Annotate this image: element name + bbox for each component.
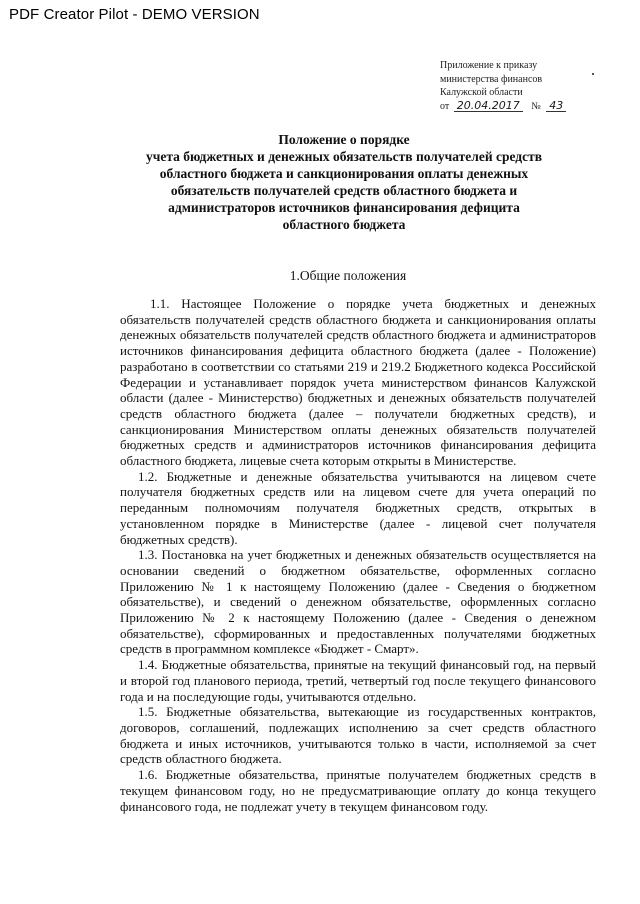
scan-speck [592,73,594,75]
paragraph-1-6: 1.6. Бюджетные обязательства, принятые получателем бюджетных средств в текущем финансовом году, но не предусматривающие оплату до конца текущего финансового года, не подлежат учету в текущем финансовом году. [120,767,596,814]
approval-date-row [440,100,566,114]
paragraph-1-4: 1.4. Бюджетные обязательства, принятые на текущий финансовый год, на первый и второй год планового периода, третий, четвертый год после текущего финансового года и на последующие годы, учитываются отдельно. [120,657,596,704]
document-body [120,296,596,814]
approval-line-2: министерства финансов [440,73,543,85]
section-heading: 1.Общие положения [289,268,407,283]
title-line: администраторов источников финансирования дефицита [168,200,520,215]
paragraph-1-5: 1.5. Бюджетные обязательства, вытекающие из государственных контрактов, договоров, соглашений, подлежащих исполнению за счет средств областного бюджета и иных источников, учитываются только в части, исполняемой за счет средств областного бюджета. [120,704,596,767]
handwritten-number: 43 [546,100,566,112]
approval-line-1: Приложение к приказу [440,60,538,71]
paragraph-1-2: 1.2. Бюджетные и денежные обязательства учитываются на лицевом счете получателя бюджетных средств или на лицевом счете для учета операций по переданным полномочиям получателя бюджетных средств, открытых в установленном порядке в Министерстве (далее - лицевой счет получателя бюджетных средств). [120,468,596,547]
title-line: обязательств получателей средств областного бюджета и [170,183,518,198]
paragraph-1-3: 1.3. Постановка на учет бюджетных и денежных обязательств осуществляется на основании сведений о бюджетном обязательстве, оформленных согласно Приложению № 1 к настоящему Положению (далее - Сведения о бюджетном обязательстве), и сведений о денежном обязательстве, оформленных согласно Приложению № 2 к настоящему Положению (далее - Сведения о денежном обязательстве), сформированных и предоставленных получателями бюджетных средств в программном комплексе «Бюджет - Смарт». [120,547,596,657]
paragraph-1-1: 1.1. Настоящее Положение о порядке учета бюджетных и денежных обязательств получателей средств областного бюджета и санкционирования оплаты денежных обязательств получателей средств областного бюджета и администраторов источников финансирования дефицита областного бюджета (далее - Положение) разработано в соответствии со статьями 219 и 219.2 Бюджетного кодекса Российской Федерации и устанавливает порядок учета министерством финансов Калужской области (далее - Министерство) бюджетных и денежных обязательств получателей средств областного бюджета (далее – получатели бюджетных средств), и санкционирования Министерством оплаты денежных обязательств получателей бюджетных средств и администраторов источников финансирования дефицита областного бюджета, лицевые счета которым открыты в Министерстве. [120,296,596,469]
handwritten-date: 20.04.2017 [454,100,523,112]
title-line: областного бюджета и санкционирования оплаты денежных [159,166,529,181]
demo-watermark: PDF Creator Pilot - DEMO VERSION [9,6,260,23]
approval-block [440,59,566,113]
document-title [96,131,592,233]
title-line: областного бюджета [282,217,406,232]
title-line: учета бюджетных и денежных обязательств получателей средств [145,149,543,164]
approval-line-3: Калужской области [440,87,523,98]
date-label: от [440,100,450,112]
title-line: Положение о порядке [278,132,410,147]
number-label: № [531,100,541,112]
